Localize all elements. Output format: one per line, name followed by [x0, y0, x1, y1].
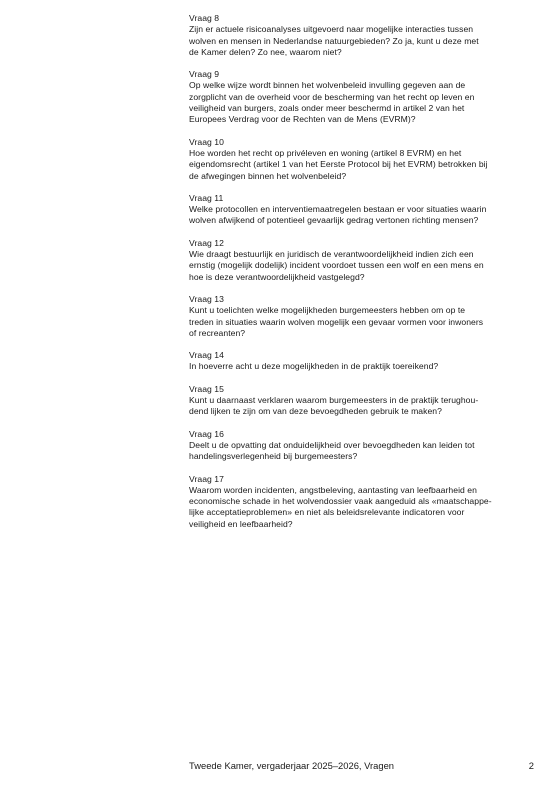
question-line: Kunt u toelichten welke mogelijkheden burgemeesters hebben om op te: [189, 305, 466, 316]
question-15: [189, 384, 534, 418]
question-14: [189, 350, 534, 373]
question-line: veiligheid van burgers, zoals onder meer beschermd in artikel 2 van het: [189, 103, 465, 114]
question-number: Vraag 15: [189, 383, 224, 394]
question-line: economische schade in het wolvendossier vaak aangeduid als «maatschappe-: [189, 496, 492, 507]
question-16: [189, 429, 534, 463]
question-10: [189, 137, 534, 182]
question-line: de afwegingen binnen het wolvenbeleid?: [189, 170, 347, 181]
question-line: zorgplicht van de overheid voor de bescherming van het recht op leven en: [189, 91, 475, 102]
page-number: 2: [528, 760, 534, 771]
question-line: Op welke wijze wordt binnen het wolvenbeleid invulling gegeven aan de: [189, 80, 466, 91]
question-17: [189, 474, 534, 530]
question-line: treden in situaties waarin wolven mogelijk een gevaar vormen voor inwoners: [189, 316, 484, 327]
question-line: wolven afwijkend of potentieel gevaarlijk gedrag vertonen richting mensen?: [189, 215, 479, 226]
question-line: dend lijken te zijn om van deze bevoegdheden gebruik te maken?: [189, 406, 442, 417]
question-line: ernstig (mogelijk dodelijk) incident voordoet tussen een wolf en een mens en: [189, 260, 484, 271]
question-text: [189, 440, 534, 463]
question-text: [189, 204, 534, 227]
question-number: Vraag 17: [189, 473, 224, 484]
question-line: de Kamer delen? Zo nee, waarom niet?: [189, 46, 342, 57]
question-line: Deelt u de opvatting dat onduidelijkheid over bevoegdheden kan leiden tot: [189, 439, 475, 450]
question-line: hoe is deze verantwoordelijkheid vastgelegd?: [189, 271, 365, 282]
question-line: wolven en mensen in Nederlandse natuurgebieden? Zo ja, kunt u deze met: [189, 35, 479, 46]
question-line: Europees Verdrag voor de Rechten van de Mens (EVRM)?: [189, 114, 416, 125]
question-line: Welke protocollen en interventiemaatregelen bestaan er voor situaties waarin: [189, 204, 487, 215]
question-number: Vraag 12: [189, 237, 224, 248]
question-text: [189, 395, 534, 418]
question-line: Wie draagt bestuurlijk en juridisch de verantwoordelijkheid indien zich een: [189, 249, 474, 260]
question-12: [189, 238, 534, 283]
question-number: Vraag 8: [189, 13, 220, 23]
question-line: handelingsverlegenheid bij burgemeesters?: [189, 451, 358, 462]
question-line: Hoe worden het recht op privéleven en woning (artikel 8 EVRM) en het: [189, 147, 462, 158]
question-text: [189, 485, 534, 530]
question-number: Vraag 10: [189, 136, 224, 147]
question-8: [189, 13, 534, 58]
footer-text: Tweede Kamer, vergaderjaar 2025–2026, Vragen: [189, 760, 394, 771]
question-line: Kunt u daarnaast verklaren waarom burgemeesters in de praktijk terughou-: [189, 395, 479, 406]
question-line: In hoeverre acht u deze mogelijkheden in de praktijk toereikend?: [189, 361, 439, 372]
question-line: of recreanten?: [189, 327, 246, 338]
question-text: [189, 148, 534, 182]
question-number: Vraag 13: [189, 293, 224, 304]
question-line: eigendomsrecht (artikel 1 van het Eerste Protocol bij het EVRM) betrokken bij: [189, 159, 488, 170]
question-line: Zijn er actuele risicoanalyses uitgevoerd naar mogelijke interacties tussen: [189, 24, 474, 35]
question-text: [189, 80, 534, 125]
question-line: lijke acceptatieproblemen» en niet als beleidsrelevante indicatoren voor: [189, 507, 465, 518]
question-9: [189, 69, 534, 125]
page-footer: [189, 760, 534, 772]
question-line: veiligheid en leefbaarheid?: [189, 518, 293, 529]
question-number: Vraag 16: [189, 428, 224, 439]
question-number: Vraag 11: [189, 192, 224, 203]
question-text: [189, 24, 534, 58]
question-13: [189, 294, 534, 339]
question-line: Waarom worden incidenten, angstbeleving, aantasting van leefbaarheid en: [189, 484, 477, 495]
question-number: Vraag 14: [189, 350, 224, 361]
question-text: [189, 361, 534, 372]
question-number: Vraag 9: [189, 69, 220, 80]
questions-list: [189, 13, 534, 541]
question-text: [189, 305, 534, 339]
question-11: [189, 193, 534, 227]
question-text: [189, 249, 534, 283]
